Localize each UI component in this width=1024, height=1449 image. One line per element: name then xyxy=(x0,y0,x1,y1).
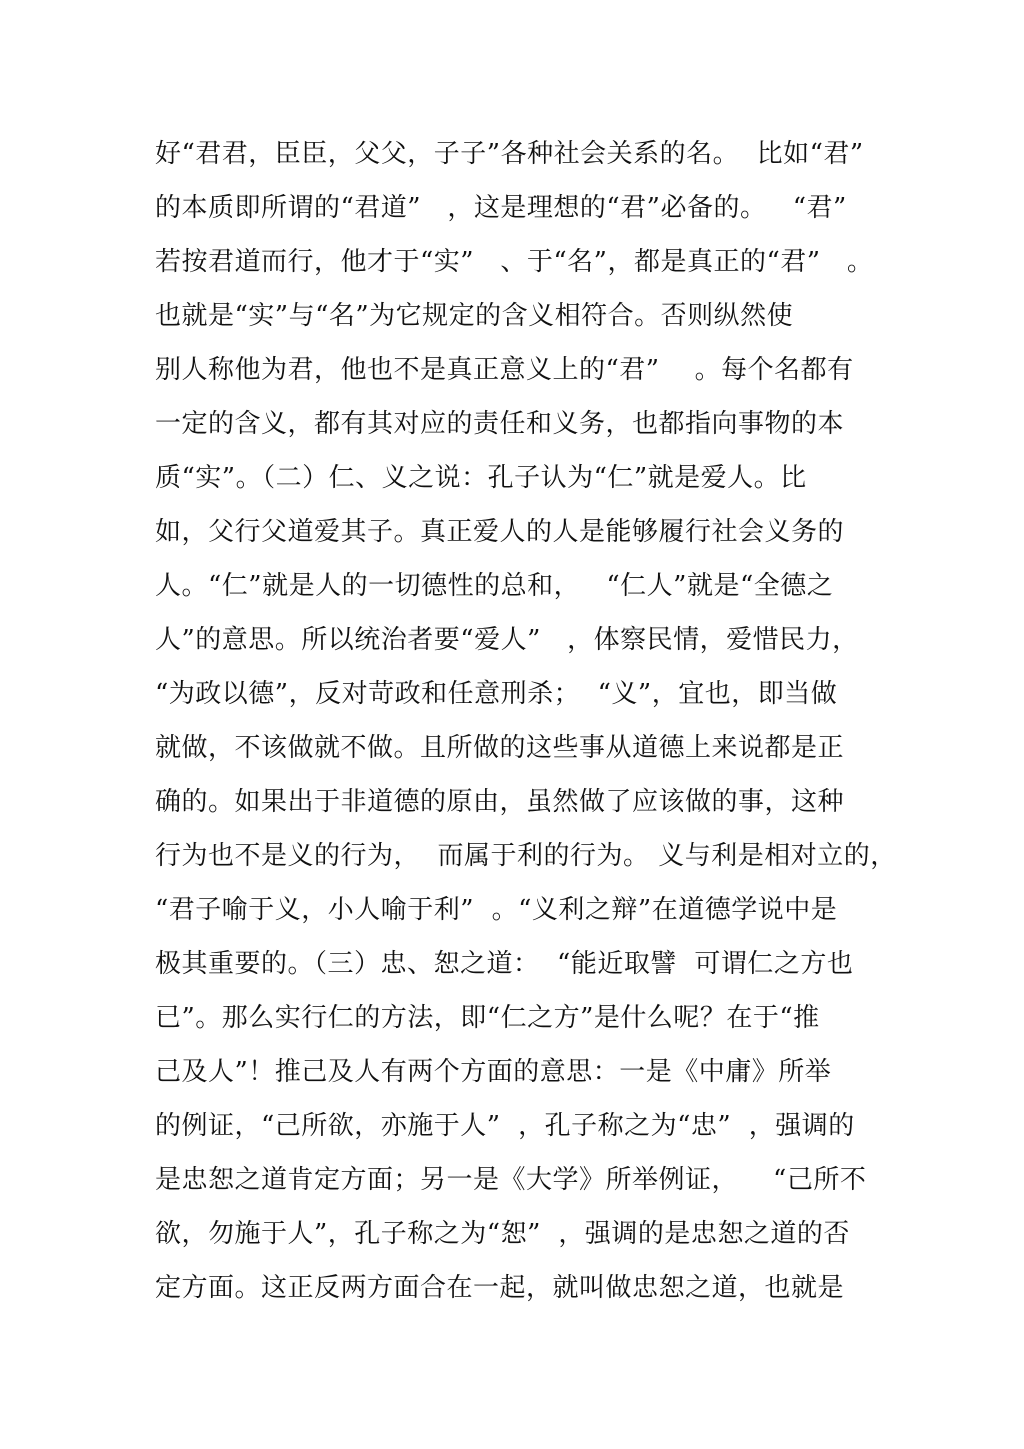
text-line: 别人称他为君，他也不是真正意义上的“君” 。每个名都有 xyxy=(155,355,854,385)
text-line: 就做，不该做就不做。且所做的这些事从道德上来说都是正 xyxy=(155,733,845,763)
text-line: 定方面。这正反两方面合在一起，就叫做忠恕之道，也就是 xyxy=(155,1273,845,1303)
text-line: 极其重要的。（三）忠、恕之道： “能近取譬 可谓仁之方也 xyxy=(155,949,854,979)
text-line: 是忠恕之道肯定方面；另一是《大学》所举例证， “己所不 xyxy=(155,1165,867,1195)
text-line: 人”的意思。所以统治者要“爱人” ，体察民情，爱惜民力， xyxy=(155,625,859,655)
text-line: 若按君道而行，他才于“实” 、于“名”，都是真正的“君” 。 xyxy=(155,247,874,277)
text-line: 人。“仁”就是人的一切德性的总和， “仁人”就是“全德之 xyxy=(155,571,834,601)
text-line: 也就是“实”与“名”为它规定的含义相符合。否则纵然使 xyxy=(155,301,794,331)
text-line: 己及人”！推己及人有两个方面的意思：一是《中庸》所举 xyxy=(155,1057,832,1087)
text-line: 质“实”。（二）仁、义之说：孔子认为“仁”就是爱人。比 xyxy=(155,463,807,493)
text-line: 行为也不是义的行为， 而属于利的行为。 义与利是相对立的， xyxy=(155,841,897,871)
text-line: 确的。如果出于非道德的原由，虽然做了应该做的事，这种 xyxy=(155,787,845,817)
text-line: “为政以德”，反对苛政和任意刑杀； “义”，宜也，即当做 xyxy=(155,679,838,709)
text-line: 已”。那么实行仁的方法，即“仁之方”是什么呢？在于“推 xyxy=(155,1003,820,1033)
text-line: 如，父行父道爱其子。真正爱人的人是能够履行社会义务的 xyxy=(155,517,845,547)
text-line: 的例证，“己所欲，亦施于人” ，孔子称之为“忠” ，强调的 xyxy=(155,1111,855,1141)
text-line: 一定的含义，都有其对应的责任和义务，也都指向事物的本 xyxy=(155,409,845,439)
text-line: 的本质即所谓的“君道” ，这是理想的“君”必备的。 “君” xyxy=(155,193,847,223)
text-line: “君子喻于义，小人喻于利” 。“义利之辩”在道德学说中是 xyxy=(155,895,838,925)
text-line: 欲，勿施于人”，孔子称之为“恕” ，强调的是忠恕之道的否 xyxy=(155,1219,850,1249)
text-line: 好“君君，臣臣，父父，子子”各种社会关系的名。 比如“君” xyxy=(155,139,864,169)
